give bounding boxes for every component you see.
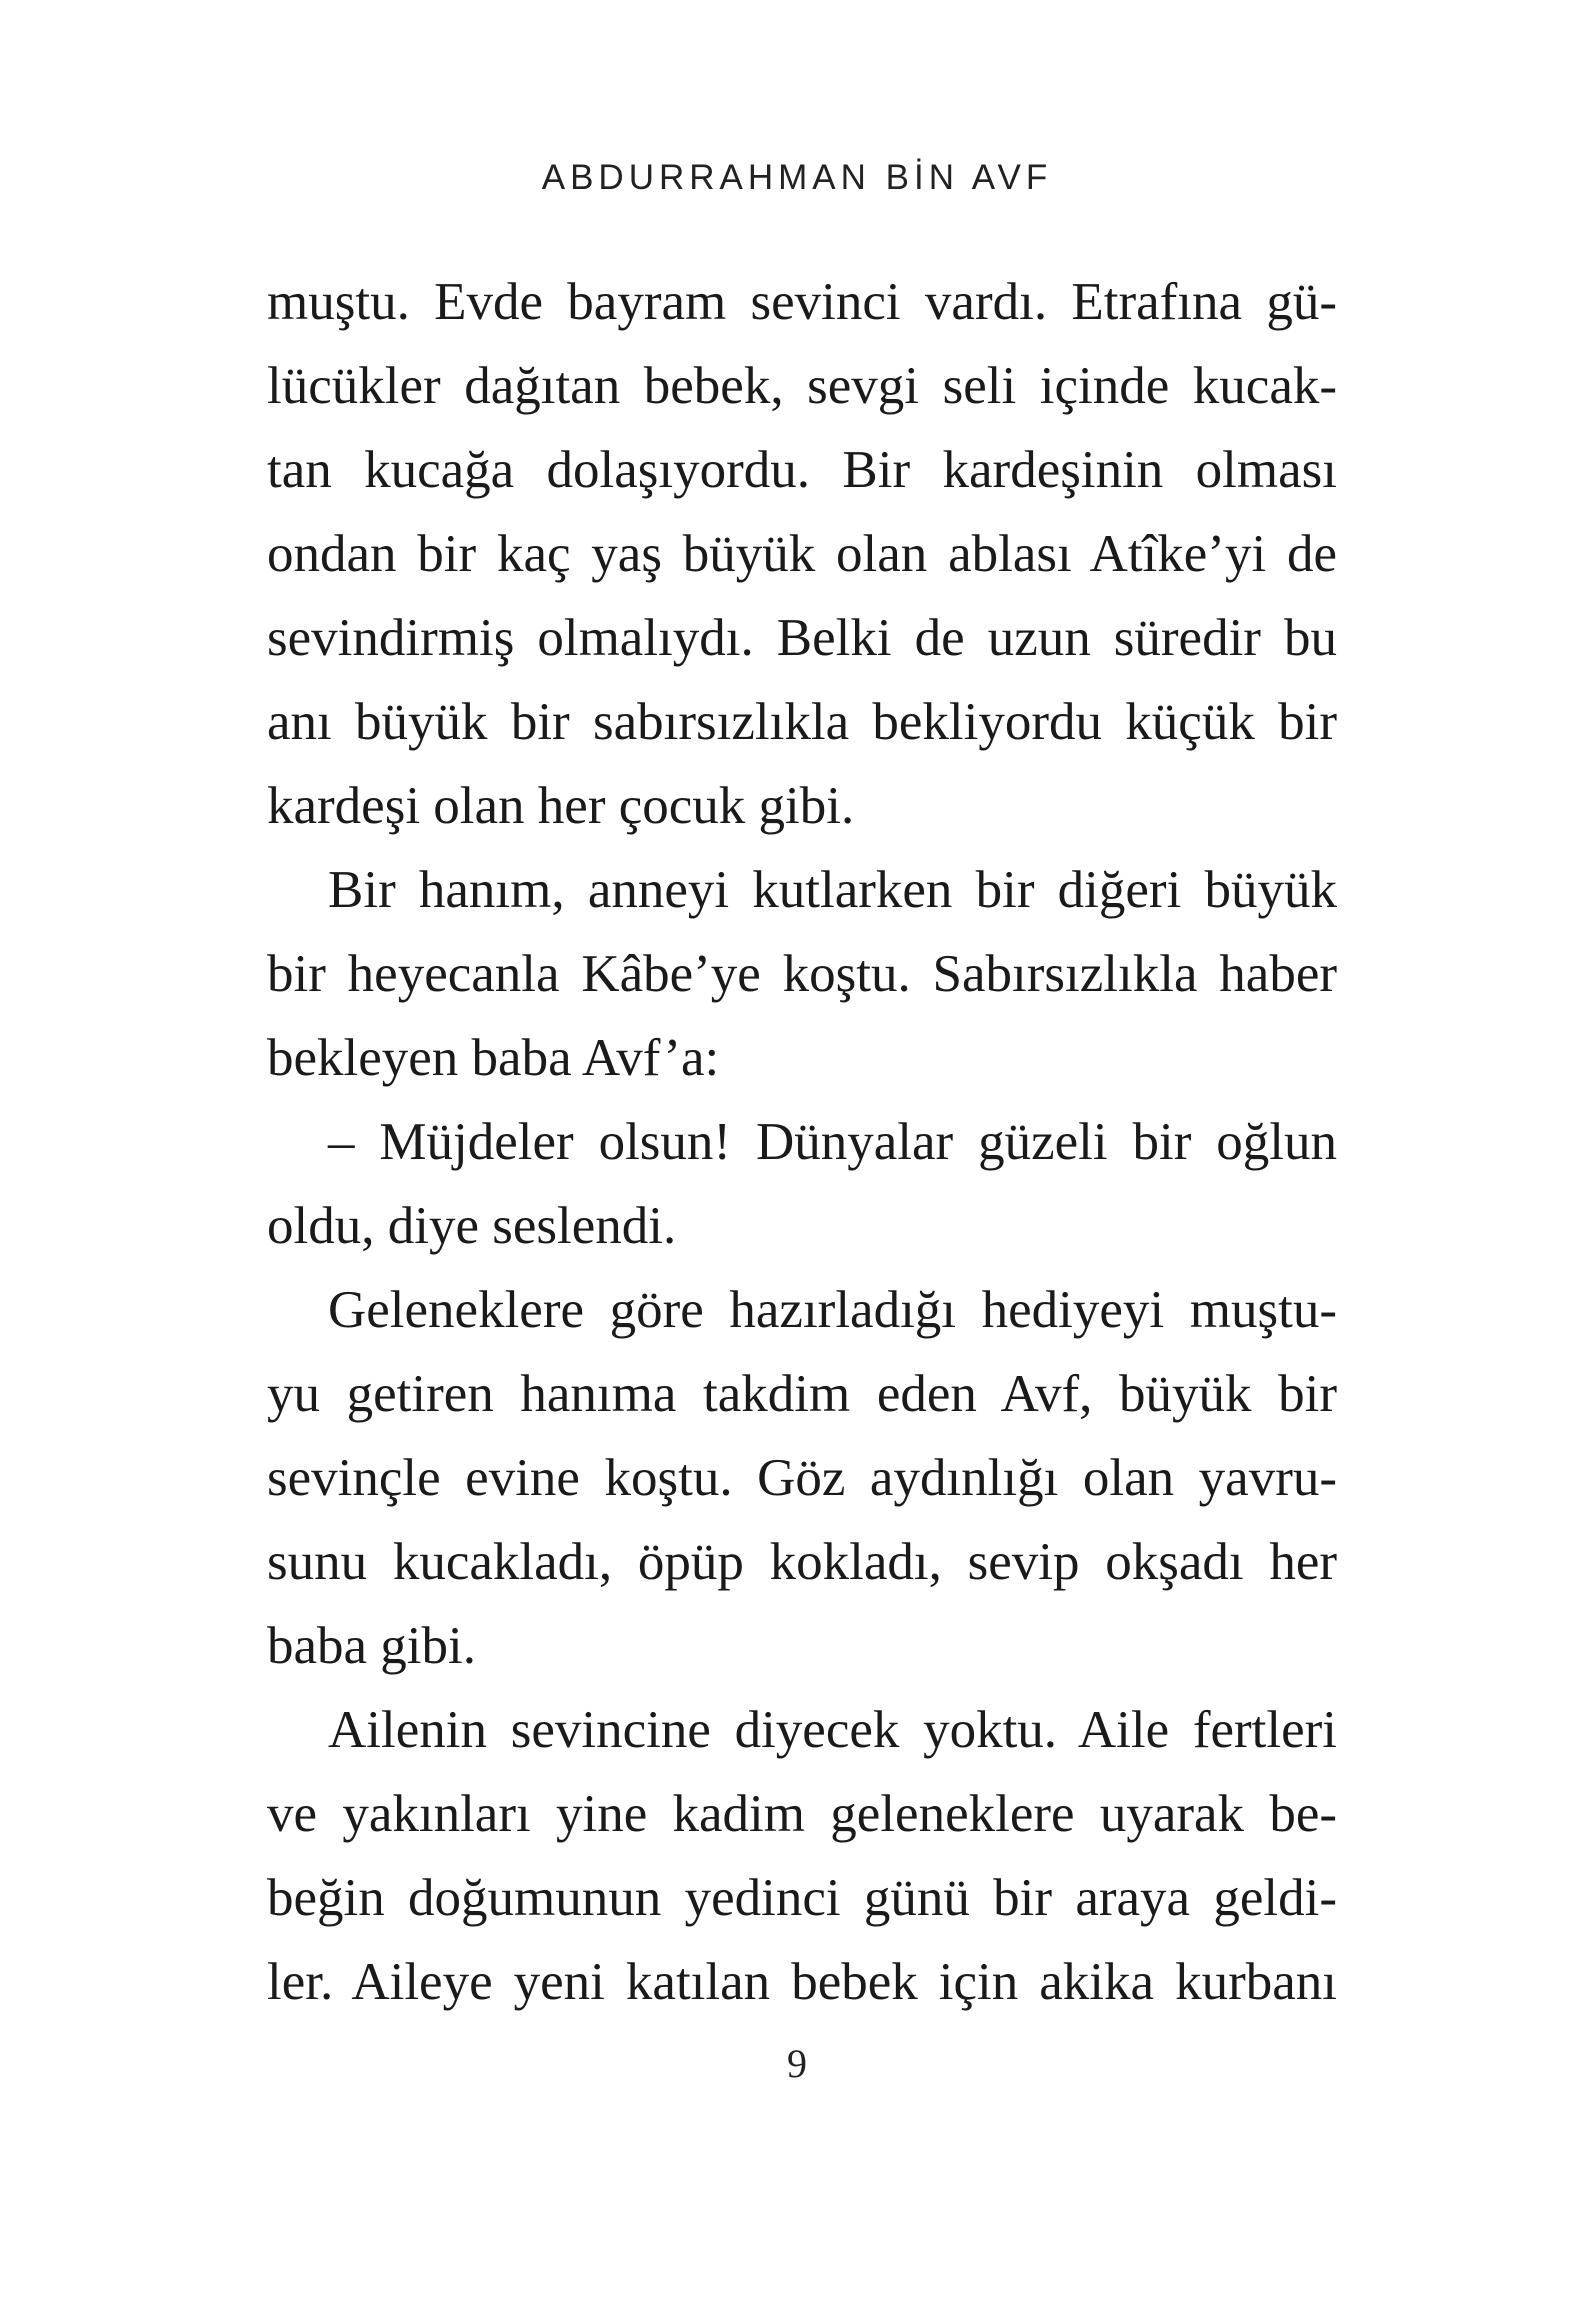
text-line: yu getiren hanıma takdim eden Avf, büyük bir <box>267 1365 1337 1423</box>
text-line: sevinçle evine koştu. Göz aydınlığı olan yavru- <box>267 1449 1337 1507</box>
text-line: sunu kucakladı, öpüp kokladı, sevip okşadı her <box>267 1533 1337 1591</box>
text-line: sevindirmiş olmalıydı. Belki de uzun süredir bu <box>267 609 1337 667</box>
text-line: muştu. Evde bayram sevinci vardı. Etrafına gü- <box>267 273 1337 331</box>
text-line: lücükler dağıtan bebek, sevgi seli içinde kucak- <box>267 357 1337 415</box>
text-line: anı büyük bir sabırsızlıkla bekliyordu küçük bir <box>267 693 1337 751</box>
text-line: ve yakınları yine kadim geleneklere uyarak be- <box>267 1785 1337 1843</box>
text-line: bir heyecanla Kâbe’ye koştu. Sabırsızlıkla haber <box>267 945 1337 1003</box>
page-number: 9 <box>787 2041 807 2086</box>
body-text <box>267 260 1337 2024</box>
text-line: baba gibi. <box>267 1617 476 1675</box>
text-line: Bir hanım, anneyi kutlarken bir diğeri büyük <box>328 861 1337 919</box>
text-line: Ailenin sevincine diyecek yoktu. Aile fertleri <box>328 1701 1337 1759</box>
running-header: ABDURRAHMAN BİN AVF <box>541 158 1053 197</box>
text-line: ondan bir kaç yaş büyük olan ablası Atîke’yi de <box>267 525 1337 583</box>
text-line: bekleyen baba Avf’a: <box>267 1029 720 1087</box>
text-line: – Müjdeler olsun! Dünyalar güzeli bir oğlun <box>328 1113 1337 1171</box>
text-line: Geleneklere göre hazırladığı hediyeyi muştu- <box>328 1281 1337 1339</box>
text-line: ler. Aileye yeni katılan bebek için akika kurbanı <box>267 1953 1337 2011</box>
text-line: beğin doğumunun yedinci günü bir araya geldi- <box>267 1869 1337 1927</box>
text-line: tan kucağa dolaşıyordu. Bir kardeşinin olması <box>267 441 1337 499</box>
text-line: kardeşi olan her çocuk gibi. <box>267 777 855 835</box>
text-line: oldu, diye seslendi. <box>267 1197 677 1255</box>
